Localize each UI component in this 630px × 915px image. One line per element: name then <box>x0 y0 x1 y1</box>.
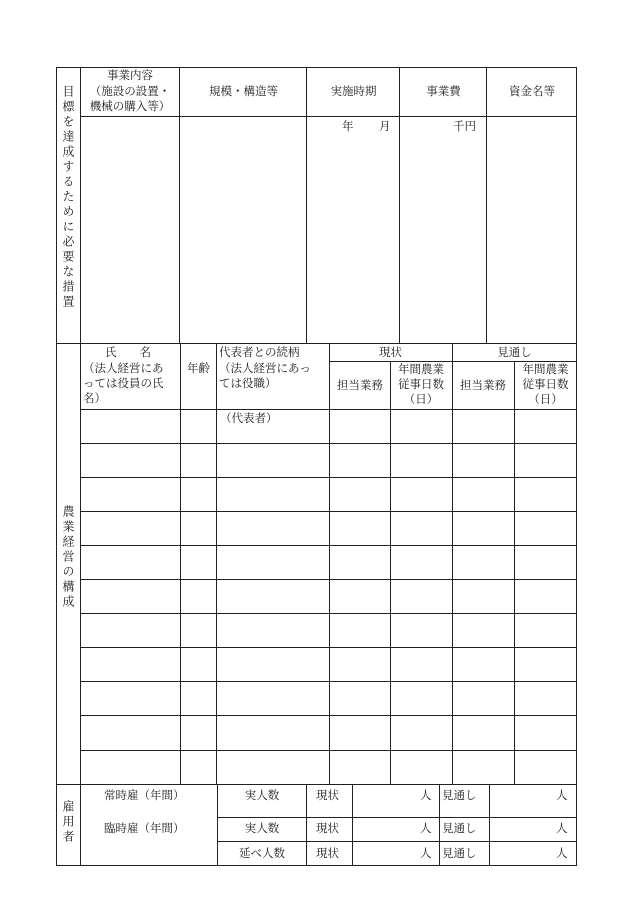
header-outlook: 見通し <box>497 345 532 359</box>
temporary-current-unit: 人 <box>420 821 432 835</box>
header-content: 事業内容 <box>107 68 153 82</box>
header-current-days: 年間農業 従事日数 （日） <box>398 362 444 406</box>
regular-outlook-label: 見通し <box>442 788 477 802</box>
total-outlook-label: 見通し <box>442 846 477 860</box>
regular-employment: 常時雇（年間） <box>104 788 185 802</box>
employees-side-label: 雇用者 <box>61 800 75 845</box>
header-scale: 規模・構造等 <box>209 84 278 98</box>
total-current-unit: 人 <box>420 846 432 860</box>
header-name-note: （法人経営にあ っては役員の氏 名） <box>83 361 164 405</box>
regular-actual-count: 実人数 <box>244 788 280 802</box>
regular-outlook-unit: 人 <box>556 788 568 802</box>
management-side-label: 農業経営の構成 <box>61 505 75 610</box>
temporary-total-count: 延べ人数 <box>239 846 285 860</box>
header-name: 氏 名 <box>105 345 151 359</box>
regular-current-unit: 人 <box>420 788 432 802</box>
measures-side-label: 目標を達成するために必要な措置 <box>61 85 75 310</box>
temporary-current-label: 現状 <box>316 821 339 835</box>
header-current: 現状 <box>379 345 402 359</box>
header-content-note1: （施設の設置・ <box>89 84 171 98</box>
temporary-actual-count: 実人数 <box>244 821 280 835</box>
header-period: 実施時期 <box>330 84 377 98</box>
header-age: 年齢 <box>187 361 210 375</box>
temporary-outlook-unit: 人 <box>556 821 568 835</box>
header-outlook-duty: 担当業務 <box>460 378 506 392</box>
header-outlook-days: 年間農業 従事日数 （日） <box>522 362 569 406</box>
unit-month: 月 <box>379 119 391 133</box>
header-current-duty: 担当業務 <box>337 378 383 392</box>
temporary-outlook-label: 見通し <box>442 821 477 835</box>
header-funds: 資金名等 <box>509 84 555 98</box>
unit-year: 年 <box>342 119 354 133</box>
header-cost: 事業費 <box>426 84 461 98</box>
regular-current-label: 現状 <box>316 788 339 802</box>
unit-thousand-yen: 千円 <box>453 119 476 133</box>
temporary-employment: 臨時雇（年間） <box>104 821 185 835</box>
total-outlook-unit: 人 <box>556 846 568 860</box>
total-current-label: 現状 <box>316 846 339 860</box>
header-relation-note: （法人経営にあっ ては役職） <box>219 361 311 390</box>
header-content-note2: 機械の購入等） <box>89 99 171 113</box>
representative-label: （代表者） <box>220 411 278 425</box>
header-relation: 代表者との続柄 <box>219 345 300 359</box>
